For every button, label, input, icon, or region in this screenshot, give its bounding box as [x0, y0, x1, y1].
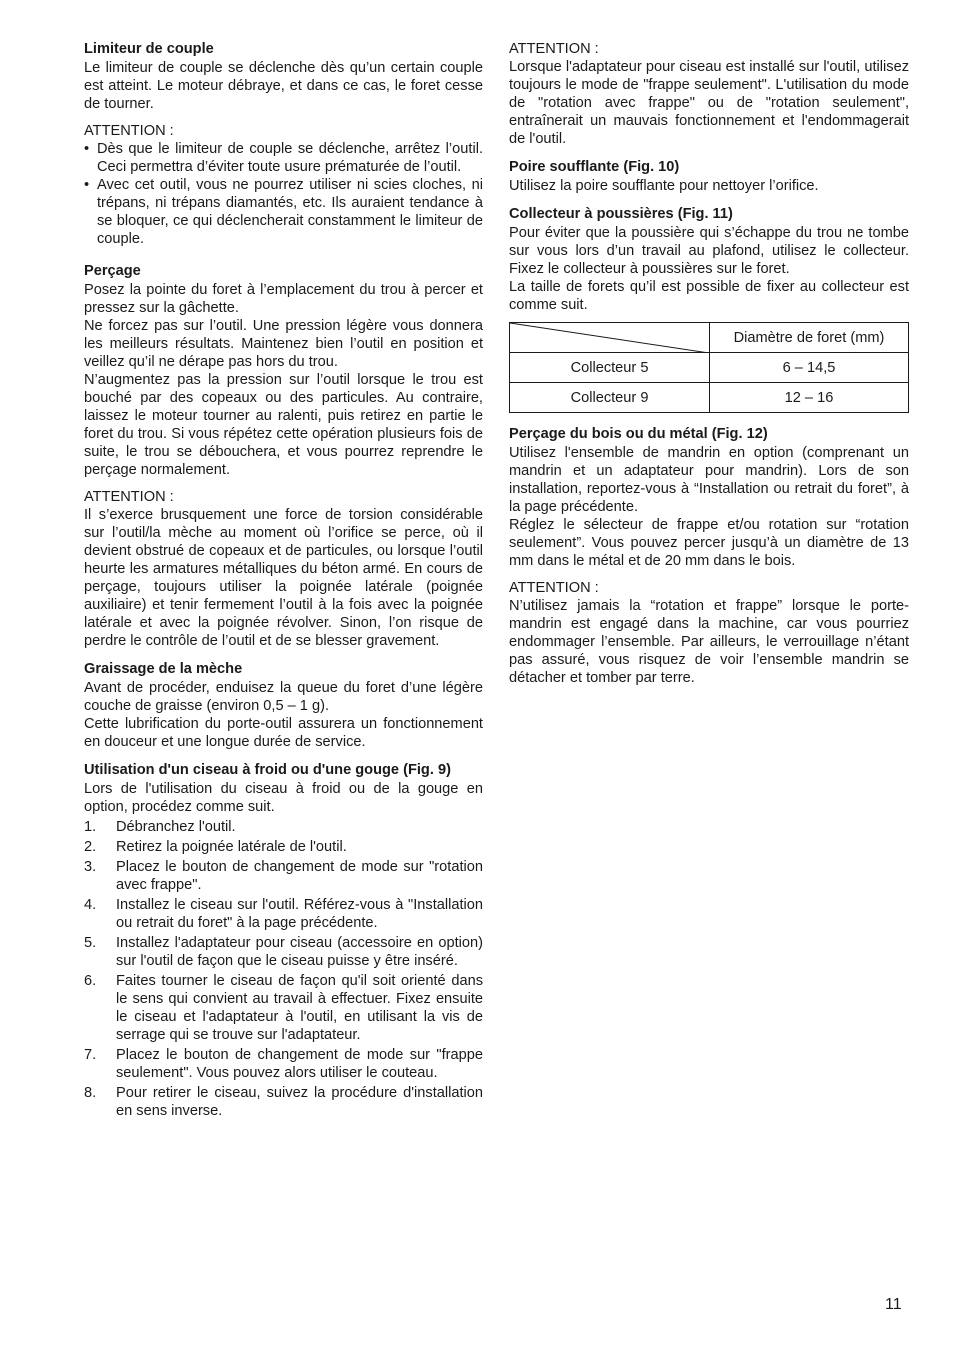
- step-text: Installez l'adaptateur pour ciseau (accessoire en option) sur l'outil de façon que le ciseau puisse y être inséré.: [116, 935, 483, 969]
- section-graissage: [84, 660, 483, 751]
- step-text: Installez le ciseau sur l'outil. Référez-vous à "Installation ou retrait du foret" à la page précédente.: [116, 897, 483, 931]
- paragraph: Réglez le sélecteur de frappe et/ou rotation sur “rotation seulement”. Vous pouvez percer jusqu’à un diamètre de 13 mm dans le métal et de 20 mm dans le bois.: [509, 517, 909, 569]
- step-item: [84, 838, 483, 856]
- bullet-item: • Avec cet outil, vous ne pourrez utiliser ni scies cloches, ni trépans, ni trépans diamantés, etc. Ils auraient tendance à se bloquer, ce qui déclencherait constamment le limiteur de couple.: [84, 176, 483, 248]
- diagonal-line: [510, 323, 709, 353]
- attention-text: Lorsque l'adaptateur pour ciseau est installé sur l'outil, utilisez toujours le mode de "frappe seulement". L'utilisation du mode de "rotation avec frappe" ou de "rotation seulement", entraînerait un mauvais fonctionnement et l'endommagerait de l'outil.: [509, 59, 909, 147]
- step-text: Placez le bouton de changement de mode sur "frappe seulement". Vous pouvez alors utiliser le couteau.: [116, 1047, 483, 1081]
- paragraph: Cette lubrification du porte-outil assurera un fonctionnement en douceur et une longue durée de service.: [84, 716, 483, 750]
- attention-label: ATTENTION :: [509, 580, 599, 596]
- table-cell-value: 6 – 14,5: [710, 353, 909, 383]
- section-heading: Limiteur de couple: [84, 41, 214, 57]
- table-row: [510, 353, 909, 383]
- paragraph: Ne forcez pas sur l’outil. Une pression légère vous donnera les meilleurs résultats. Maintenez bien l’outil en position et veillez qu’il ne dérape pas hors du trou.: [84, 318, 483, 370]
- paragraph: Le limiteur de couple se déclenche dès qu’un certain couple est atteint. Le moteur débraye, et dans ce cas, le foret cesse de tourner.: [84, 60, 483, 112]
- step-item: [84, 1084, 483, 1120]
- section-limiteur-de-couple: [84, 40, 483, 248]
- attention-label: ATTENTION :: [84, 489, 174, 505]
- step-number: 8.: [84, 1085, 97, 1101]
- bullet-list: [84, 140, 483, 248]
- left-column: [84, 40, 483, 1130]
- collector-diameter-table: [509, 322, 909, 413]
- table-cell-name: Collecteur 9: [510, 383, 710, 413]
- paragraph: N’augmentez pas la pression sur l’outil lorsque le trou est bouché par des copeaux ou des particules. Au contraire, laissez le moteur tourner au ralenti, puis retirez en partie le foret du trou. Si vous répétez cette opération plusieurs fois de suite, le trou se débouchera, et vous pourrez reprendre le perçage normalement.: [84, 372, 483, 478]
- paragraph: Pour éviter que la poussière qui s’échappe du trou ne tombe sur vous lors d’un travail au plafond, utilisez le collecteur. Fixez le collecteur à poussières sur le foret.: [509, 225, 909, 277]
- paragraph: Posez la pointe du foret à l’emplacement du trou à percer et pressez sur la gâchette.: [84, 282, 483, 316]
- step-item: [84, 972, 483, 1044]
- bullet-item: • Dès que le limiteur de couple se déclenche, arrêtez l’outil. Ceci permettra d’éviter toute usure prématurée de l’outil.: [84, 140, 483, 176]
- page-number: 11: [885, 1296, 902, 1313]
- paragraph: Utilisez l'ensemble de mandrin en option (comprenant un mandrin et un adaptateur pour mandrin). Lors de son installation, reportez-vous à “Installation ou retrait du foret”, à la page précédente.: [509, 445, 909, 515]
- section-heading: Perçage: [84, 263, 141, 279]
- table-cell-value: 12 – 16: [710, 383, 909, 413]
- attention-label: ATTENTION :: [84, 123, 174, 139]
- section-heading: Graissage de la mèche: [84, 661, 243, 677]
- step-item: [84, 1046, 483, 1082]
- right-column: [509, 40, 909, 697]
- table-header-row: [510, 323, 909, 353]
- table-header-cell: Diamètre de foret (mm): [710, 323, 909, 353]
- step-text: Pour retirer le ciseau, suivez la procédure d'installation en sens inverse.: [116, 1085, 483, 1119]
- section-heading: Perçage du bois ou du métal (Fig. 12): [509, 426, 768, 442]
- step-item: [84, 858, 483, 894]
- section-collecteur: [509, 205, 909, 413]
- step-item: [84, 896, 483, 932]
- table-row: [510, 383, 909, 413]
- section-heading: Collecteur à poussières (Fig. 11): [509, 206, 733, 222]
- section-attention-ciseau: [509, 40, 909, 148]
- step-number: 5.: [84, 935, 97, 951]
- section-poire-soufflante: [509, 158, 909, 195]
- table-corner-cell: [510, 323, 710, 353]
- table-cell-name: Collecteur 5: [510, 353, 710, 383]
- attention-label: ATTENTION :: [509, 41, 599, 57]
- section-percage-bois-metal: [509, 425, 909, 687]
- attention-text: Il s’exerce brusquement une force de torsion considérable sur l’outil/la mèche au moment où l’orifice se perce, où il devient obstrué de copeaux et de particules, ou lorsque l’outil heurte les armatures métalliques du béton armé. En cours de perçage, toujours utiliser la poignée latérale (poignée auxiliaire) et tenir fermement l’outil à la fois avec la poignée latérale et avec la poignée révolver. Sinon, l’on risque de perdre le contrôle de l’outil et de se blesser gravement.: [84, 507, 483, 649]
- step-number: 4.: [84, 897, 97, 913]
- paragraph: Avant de procéder, enduisez la queue du foret d’une légère couche de graisse (environ 0,5 – 1 g).: [84, 680, 483, 714]
- section-heading: Utilisation d'un ciseau à froid ou d'une gouge (Fig. 9): [84, 762, 451, 778]
- step-number: 6.: [84, 973, 97, 989]
- step-number: 2.: [84, 839, 97, 855]
- steps-list: [84, 818, 483, 1120]
- section-ciseau: [84, 761, 483, 1120]
- paragraph: Utilisez la poire soufflante pour nettoyer l’orifice.: [509, 178, 819, 194]
- paragraph: Lors de l'utilisation du ciseau à froid ou de la gouge en option, procédez comme suit.: [84, 781, 483, 815]
- step-number: 1.: [84, 819, 97, 835]
- step-text: Placez le bouton de changement de mode sur "rotation avec frappe".: [116, 859, 483, 893]
- paragraph: La taille de forets qu’il est possible de fixer au collecteur est comme suit.: [509, 279, 909, 313]
- step-number: 3.: [84, 859, 97, 875]
- attention-text: N’utilisez jamais la “rotation et frappe” lorsque le porte-mandrin est engagé dans la machine, car vous pourriez endommager l’ensemble. Par ailleurs, le verrouillage n’étant pas assuré, vous risquez de voir l’ensemble mandrin se détacher et tomber par terre.: [509, 598, 909, 686]
- step-text: Retirez la poignée latérale de l'outil.: [116, 839, 347, 855]
- step-item: [84, 934, 483, 970]
- section-percage: [84, 262, 483, 650]
- step-number: 7.: [84, 1047, 97, 1063]
- step-item: [84, 818, 483, 836]
- section-heading: Poire soufflante (Fig. 10): [509, 159, 680, 175]
- step-text: Faites tourner le ciseau de façon qu'il soit orienté dans le sens qui convient au travail à effectuer. Fixez ensuite le ciseau et l'adaptateur à l'outil, en utilisant la vis de serrage qui se trouve sur l'adaptateur.: [116, 973, 483, 1043]
- step-text: Débranchez l'outil.: [116, 819, 236, 835]
